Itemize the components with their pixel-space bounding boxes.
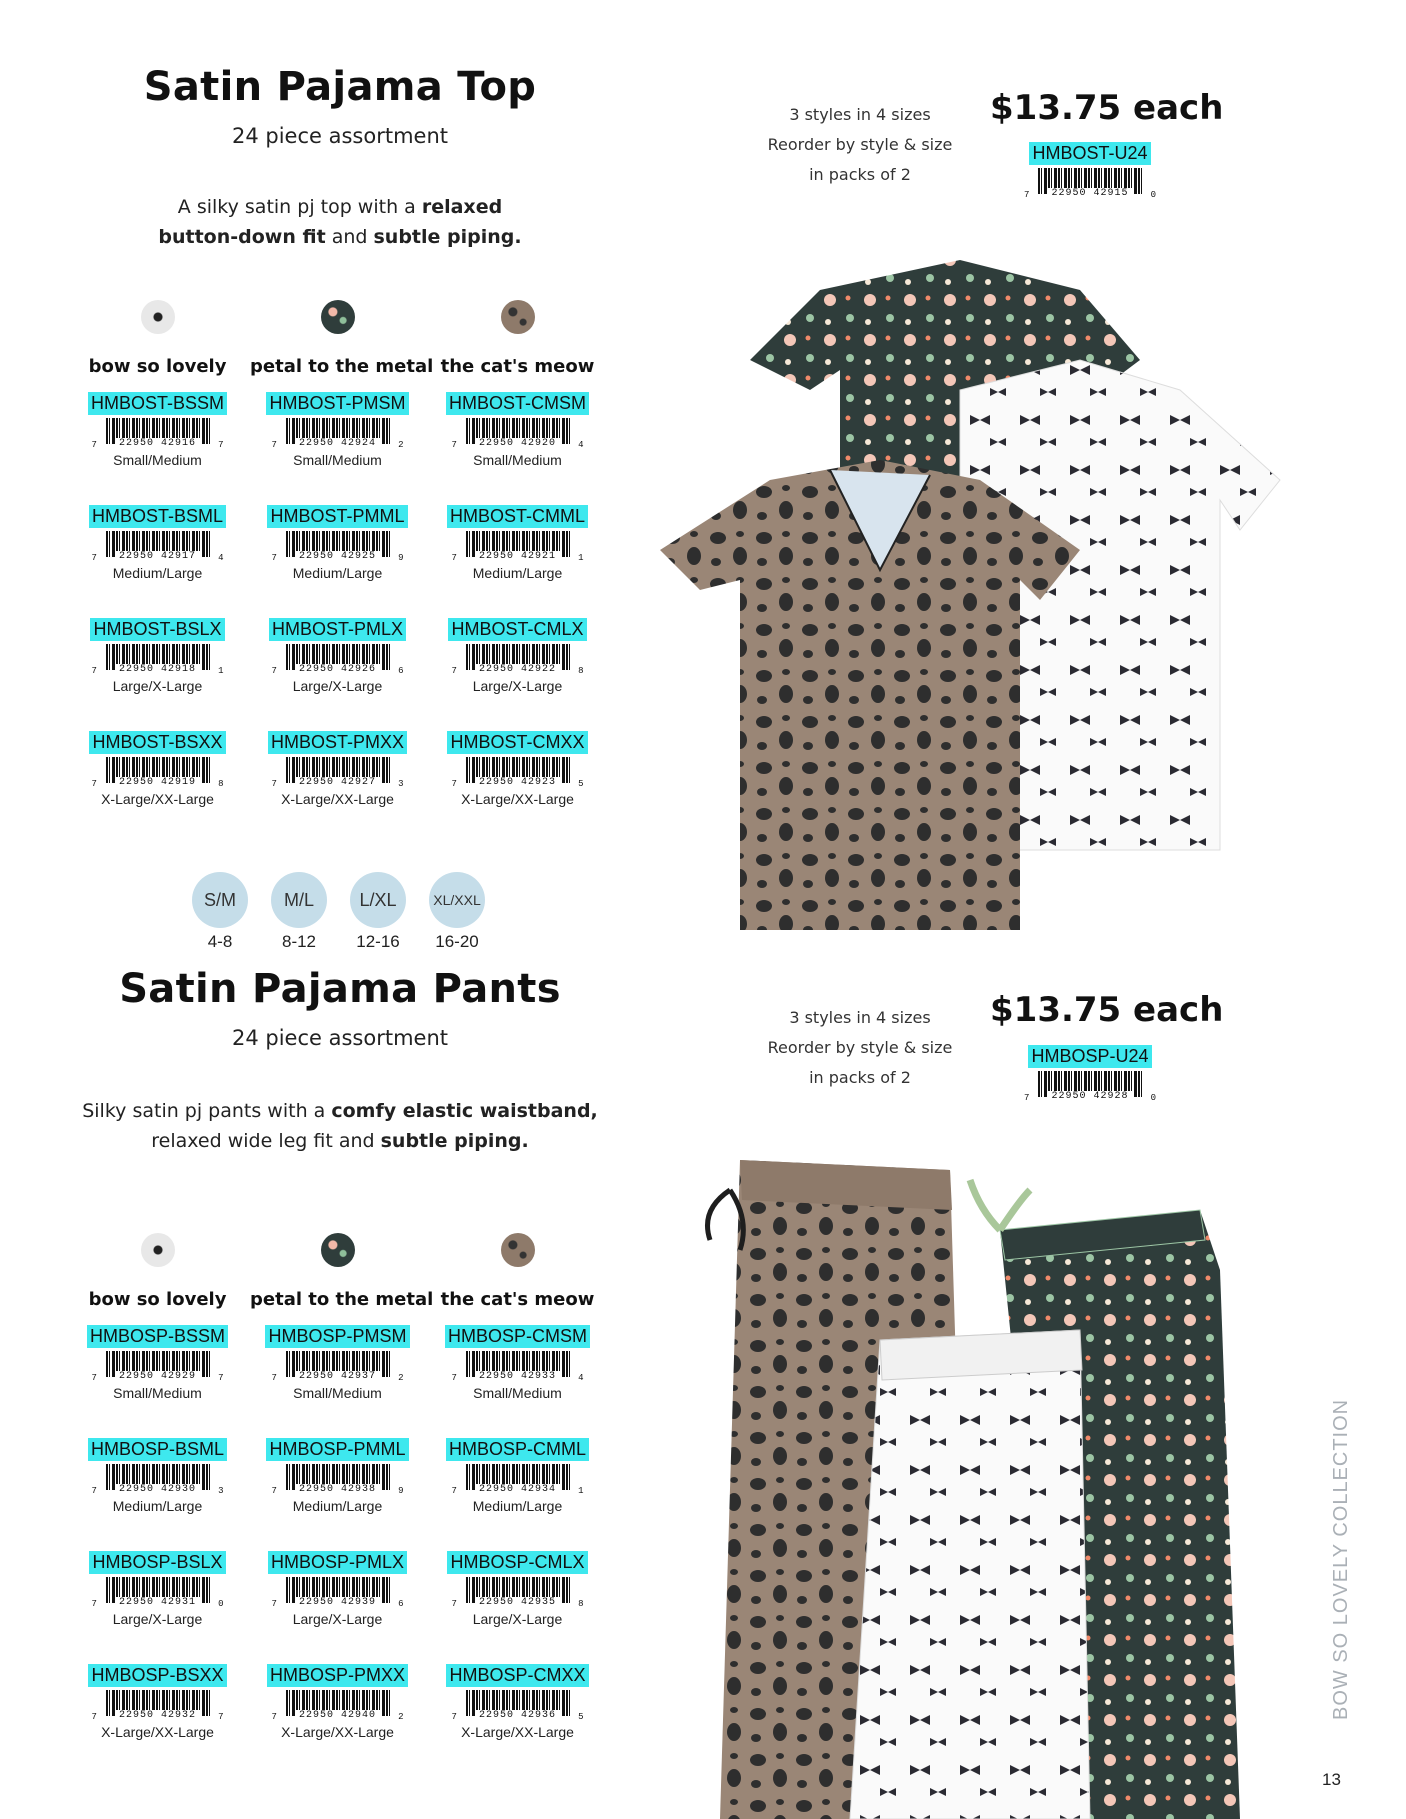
sku-entry xyxy=(70,1438,245,1514)
sku-label: HMBOST-PMXX xyxy=(268,731,407,754)
barcode-icon: 22950 42926 7 6 xyxy=(278,644,398,678)
bottom-info-3: in packs of 2 xyxy=(809,1068,911,1087)
barcode-icon: 22950 42933 7 4 xyxy=(458,1351,578,1385)
top-desc-1a: A silky satin pj top with a xyxy=(177,196,422,218)
bottom-title: Satin Pajama Pants xyxy=(119,966,561,1012)
sku-entry xyxy=(70,1664,245,1740)
top-price-info xyxy=(750,100,970,190)
size-circle: M/L xyxy=(271,872,327,928)
barcode-icon: 22950 42918 7 1 xyxy=(98,644,218,678)
barcode-icon: 22950 42930 7 3 xyxy=(98,1464,218,1498)
size-label: X-Large/XX-Large xyxy=(101,1724,214,1740)
size-label: X-Large/XX-Large xyxy=(461,791,574,807)
size-label: Small/Medium xyxy=(473,452,562,468)
bow-swatch-icon xyxy=(141,300,175,334)
style-name: bow so lovely xyxy=(88,356,227,377)
size-range: 8-12 xyxy=(281,932,317,951)
barcode-icon: 22950 42920 7 4 xyxy=(458,418,578,452)
sku-label: HMBOST-CMLX xyxy=(448,618,586,641)
sku-entry xyxy=(250,1325,425,1401)
pajama-tops-photo xyxy=(660,250,1290,940)
size-circle: S/M xyxy=(192,872,248,928)
sku-label: HMBOST-CMML xyxy=(447,505,588,528)
barcode-icon: 22950 42924 7 2 xyxy=(278,418,398,452)
size-label: Small/Medium xyxy=(473,1385,562,1401)
size-label: Medium/Large xyxy=(292,1498,383,1514)
sku-entry xyxy=(70,731,245,807)
sku-label: HMBOST-BSXX xyxy=(89,731,225,754)
top-title: Satin Pajama Top xyxy=(143,64,537,110)
top-assortment-sku xyxy=(1000,142,1180,202)
style-column xyxy=(250,300,434,377)
bottom-price: $13.75 each xyxy=(990,990,1224,1030)
sku-label: HMBOSP-BSML xyxy=(88,1438,227,1461)
barcode-icon: 22950 42922 7 8 xyxy=(458,644,578,678)
sku-label: HMBOST-CMSM xyxy=(446,392,589,415)
sku-entry xyxy=(250,1438,425,1514)
sku-entry xyxy=(250,505,425,581)
sku-label: HMBOSP-BSSM xyxy=(87,1325,228,1348)
style-column xyxy=(430,1233,605,1310)
size-label: Large/X-Large xyxy=(112,678,203,694)
sku-entry xyxy=(430,392,605,468)
sku-label: HMBOSP-U24 xyxy=(1028,1045,1151,1068)
bottom-info-1: 3 styles in 4 sizes xyxy=(789,1008,931,1027)
size-label: X-Large/XX-Large xyxy=(281,1724,394,1740)
barcode-icon: 22950 42931 7 0 xyxy=(98,1577,218,1611)
style-column xyxy=(70,1233,245,1310)
top-desc-1b: relaxed xyxy=(421,196,503,218)
sku-entry xyxy=(430,1325,605,1401)
size-label: Large/X-Large xyxy=(472,1611,563,1627)
sku-label: HMBOSP-BSXX xyxy=(88,1664,226,1687)
bottom-desc-2b: subtle piping. xyxy=(380,1130,529,1152)
sku-entry xyxy=(250,618,425,694)
barcode-icon: 22950 42939 7 6 xyxy=(278,1577,398,1611)
sku-label: HMBOST-BSML xyxy=(89,505,226,528)
sku-entry xyxy=(250,1551,425,1627)
pajama-pants-photo xyxy=(700,1150,1260,1819)
style-name: petal to the metal xyxy=(250,1289,434,1310)
barcode-icon: 22950 42940 7 2 xyxy=(278,1690,398,1724)
bottom-desc-2a: relaxed wide leg fit and xyxy=(151,1130,381,1152)
sku-entry xyxy=(250,392,425,468)
bottom-desc-1b: comfy elastic waistband, xyxy=(331,1100,598,1122)
sku-label: HMBOST-U24 xyxy=(1029,142,1150,165)
sku-label: HMBOST-BSLX xyxy=(90,618,224,641)
sku-label: HMBOST-CMXX xyxy=(447,731,587,754)
size-label: Medium/Large xyxy=(112,1498,203,1514)
size-label: Medium/Large xyxy=(472,565,563,581)
size-label: X-Large/XX-Large xyxy=(281,791,394,807)
barcode-icon: 22950 42923 7 5 xyxy=(458,757,578,791)
sku-label: HMBOSP-CMXX xyxy=(446,1664,588,1687)
sku-label: HMBOSP-BSLX xyxy=(89,1551,225,1574)
barcode-icon: 22950 42921 7 1 xyxy=(458,531,578,565)
top-info-2: Reorder by style & size xyxy=(767,135,953,154)
barcode-icon: 22950 42927 7 3 xyxy=(278,757,398,791)
leopard-swatch-icon xyxy=(501,300,535,334)
top-info-3: in packs of 2 xyxy=(809,165,911,184)
bottom-subtitle: 24 piece assortment xyxy=(231,1026,448,1050)
sku-entry xyxy=(430,731,605,807)
barcode-icon: 22950 42932 7 7 xyxy=(98,1690,218,1724)
sku-label: HMBOSP-PMLX xyxy=(268,1551,407,1574)
sku-entry xyxy=(70,1325,245,1401)
barcode-icon: 22950 42916 7 7 xyxy=(98,418,218,452)
size-label: Medium/Large xyxy=(112,565,203,581)
sku-entry xyxy=(250,731,425,807)
sku-label: HMBOST-PMSM xyxy=(266,392,408,415)
sku-entry xyxy=(70,392,245,468)
barcode-icon: 22950 42938 7 9 xyxy=(278,1464,398,1498)
barcode-icon: 22950 42915 7 0 xyxy=(1030,168,1150,202)
bottom-price-info xyxy=(750,1003,970,1093)
petal-swatch-icon xyxy=(321,1233,355,1267)
sku-label: HMBOSP-CMML xyxy=(446,1438,589,1461)
size-label: Large/X-Large xyxy=(112,1611,203,1627)
size-label: Small/Medium xyxy=(113,452,202,468)
top-desc-2a: button-down fit xyxy=(158,226,326,248)
size-label: Medium/Large xyxy=(292,565,383,581)
size-label: Small/Medium xyxy=(293,452,382,468)
sku-label: HMBOST-PMML xyxy=(267,505,407,528)
size-circle: XL/XXL xyxy=(429,872,485,928)
sku-label: HMBOST-PMLX xyxy=(269,618,406,641)
size-label: Medium/Large xyxy=(472,1498,563,1514)
barcode-icon: 22950 42934 7 1 xyxy=(458,1464,578,1498)
sku-entry xyxy=(430,618,605,694)
bottom-desc-1a: Silky satin pj pants with a xyxy=(82,1100,332,1122)
page-number: 13 xyxy=(1322,1770,1341,1789)
top-subtitle: 24 piece assortment xyxy=(231,124,448,148)
sku-entry xyxy=(70,505,245,581)
top-description xyxy=(40,192,640,252)
top-info-1: 3 styles in 4 sizes xyxy=(789,105,931,124)
barcode-icon: 22950 42925 7 9 xyxy=(278,531,398,565)
bow-swatch-icon xyxy=(141,1233,175,1267)
barcode-icon: 22950 42917 7 4 xyxy=(98,531,218,565)
sku-entry xyxy=(430,1438,605,1514)
top-desc-2c: subtle piping. xyxy=(373,226,522,248)
barcode-icon: 22950 42919 7 8 xyxy=(98,757,218,791)
bottom-description xyxy=(40,1096,640,1156)
barcode-icon: 22950 42935 7 8 xyxy=(458,1577,578,1611)
style-name: bow so lovely xyxy=(88,1289,227,1310)
style-name: the cat's meow xyxy=(440,356,595,377)
size-label: Large/X-Large xyxy=(292,1611,383,1627)
barcode-icon: 22950 42936 7 5 xyxy=(458,1690,578,1724)
size-range: 16-20 xyxy=(435,932,479,951)
barcode-icon: 22950 42928 7 0 xyxy=(1030,1071,1150,1105)
collection-side-label: BOW SO LOVELY COLLECTION xyxy=(1330,1398,1352,1720)
petal-swatch-icon xyxy=(321,300,355,334)
sku-entry xyxy=(70,1551,245,1627)
style-name: the cat's meow xyxy=(440,1289,595,1310)
sku-entry xyxy=(70,618,245,694)
bottom-info-2: Reorder by style & size xyxy=(767,1038,953,1057)
size-range: 12-16 xyxy=(356,932,400,951)
barcode-icon: 22950 42929 7 7 xyxy=(98,1351,218,1385)
size-circle: L/XL xyxy=(350,872,406,928)
sku-label: HMBOSP-PMSM xyxy=(265,1325,409,1348)
sku-entry xyxy=(250,1664,425,1740)
sku-label: HMBOSP-PMML xyxy=(266,1438,408,1461)
size-label: Large/X-Large xyxy=(472,678,563,694)
size-label: X-Large/XX-Large xyxy=(461,1724,574,1740)
size-range: 4-8 xyxy=(207,932,233,951)
sku-label: HMBOSP-CMLX xyxy=(447,1551,587,1574)
style-column xyxy=(70,300,245,377)
sku-entry xyxy=(430,505,605,581)
sku-entry xyxy=(430,1664,605,1740)
sku-label: HMBOSP-CMSM xyxy=(445,1325,590,1348)
leopard-swatch-icon xyxy=(501,1233,535,1267)
top-desc-2b: and xyxy=(325,226,374,248)
sku-label: HMBOST-BSSM xyxy=(88,392,227,415)
size-label: Small/Medium xyxy=(293,1385,382,1401)
sku-entry xyxy=(430,1551,605,1627)
sku-label: HMBOSP-PMXX xyxy=(267,1664,408,1687)
style-name: petal to the metal xyxy=(250,356,434,377)
style-column xyxy=(430,300,605,377)
size-label: Large/X-Large xyxy=(292,678,383,694)
top-price: $13.75 each xyxy=(990,88,1224,128)
size-label: X-Large/XX-Large xyxy=(101,791,214,807)
bottom-assortment-sku xyxy=(1000,1045,1180,1105)
size-label: Small/Medium xyxy=(113,1385,202,1401)
style-column xyxy=(250,1233,434,1310)
barcode-icon: 22950 42937 7 2 xyxy=(278,1351,398,1385)
